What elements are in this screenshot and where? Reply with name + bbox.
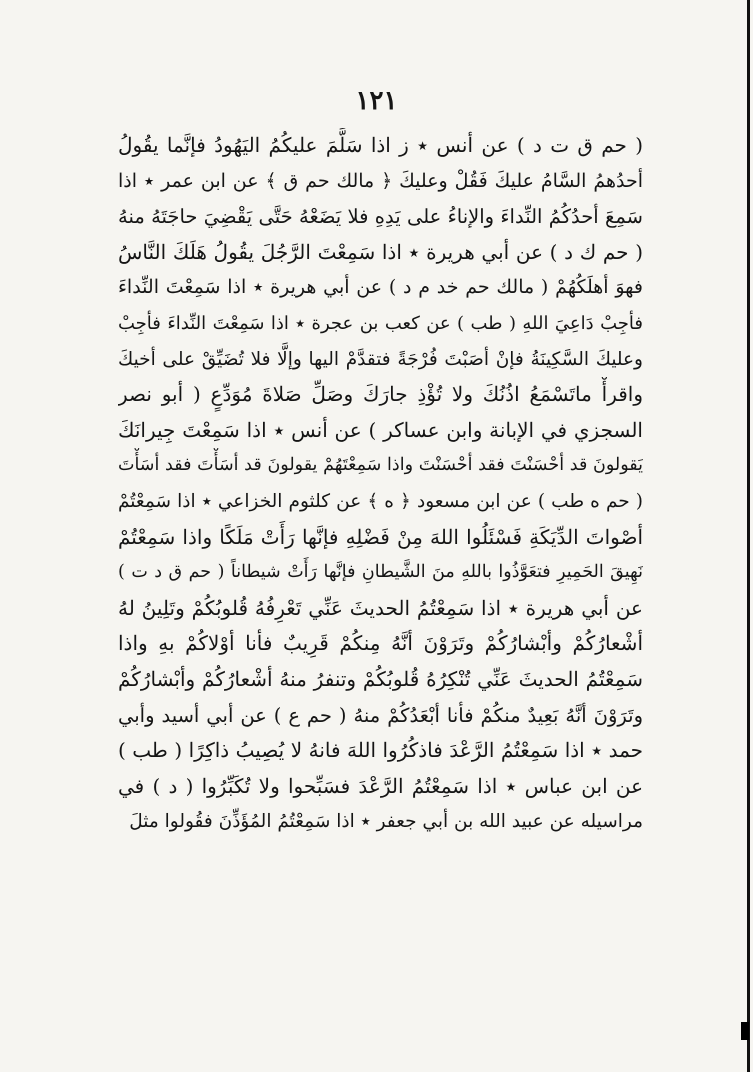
- text-line: سَمِعَ أحدُكُمُ النِّداءَ والإناءُ على يَدِهِ فلا يَضَعْهُ حَتَّى يَقْضِيَ حاجَتَهُ منهُ: [118, 205, 643, 229]
- hadith-text-block: [118, 128, 643, 840]
- text-line: أشْعارُكُمْ وأبْشارُكُمْ وتَرَوْنَ أنَّهُ مِنكُمْ قَرِيبٌ فأنا أوْلاكُمْ بهِ واذا: [118, 631, 643, 656]
- text-line: فأجِبْ دَاعِيَ اللهِ ( طب ) عن كعب بن عجرة ٭ اذا سَمِعْتَ النِّداءَ فأجِبْ: [118, 312, 643, 334]
- text-line: حمد ٭ اذا سَمِعْتُمُ الرَّعْدَ فاذكُرُوا اللهَ فانهُ لا يُصِيبُ ذاكِرًا ( طب ): [118, 738, 643, 763]
- text-line: ( حم ه طب ) عن ابن مسعود ﴿ ه ﴾ عن كلثوم الخزاعي ٭ اذا سَمِعْتُمْ: [118, 490, 643, 512]
- text-line: سَمِعْتُمُ الحديثَ عَنِّي تُنْكِرُهُ قُلوبُكُمْ وتنفرُ منهُ أشْعارُكُمْ وأبْشارُكُمْ: [118, 666, 643, 691]
- page-number: ١٢١: [355, 86, 398, 116]
- text-line: أصْواتَ الدِّيَكَةِ فَسْئَلُوا اللهَ مِنْ فَضْلِهِ فإنَّها رَأَتْ مَلَكًا واذا سَمِعْتُمْ: [118, 524, 643, 549]
- binding-mark: [741, 1022, 749, 1040]
- text-line: فهوَ أهلَكُهُمْ ( مالك حم خد م د ) عن أبي هريرة ٭ اذا سَمِعْتَ النِّداءَ: [118, 276, 643, 299]
- text-line: وعليكَ السَّكِينَةُ فإنْ أصَبْتَ فُرْجَةً فتقدَّمْ اليها وإلَّا فلا تُضَيِّقْ على أخيكَ: [118, 348, 643, 370]
- text-line: مراسيله عن عبيد الله بن أبي جعفر ٭ اذا سَمِعْتُمُ المُؤَذِّنَ فقُولوا مثلَ: [129, 811, 643, 833]
- page-edge-line: [747, 0, 750, 1072]
- text-line: نَهِيقَ الحَمِيرِ فتعَوَّذُوا باللهِ منَ الشَّيطانِ فإنَّها رَأَتْ شيطاناً ( حم ق د ت ): [118, 562, 643, 583]
- text-line: وتَرَوْنَ أنَّهُ بَعِيدٌ منكُمْ فأنا أبْعَدُكُمْ منهُ ( حم ع ) عن أبي أسيد وأبي: [118, 703, 643, 727]
- text-line: عن أبي هريرة ٭ اذا سَمِعْتُمُ الحديثَ عَنِّي تَعْرِفُهُ قُلوبُكُمْ وتَلِينُ لهُ: [118, 595, 643, 620]
- text-line: أحدُهمُ السَّامُ عليكَ فَقُلْ وعليكَ ﴿ مالك حم ق ﴾ عن ابن عمر ٭ اذا: [118, 169, 643, 192]
- text-line: يَقولونَ قد أحْسَنْتَ فقد أحْسَنْتَ واذا سَمِعْتَهُمْ يقولونَ قد أسَأْتَ فقد أسَأْتَ: [118, 455, 643, 476]
- text-line: السجزي في الإبانة وابن عساكر ) عن أنس ٭ اذا سَمِعْتَ جِيرانَكَ: [118, 417, 643, 442]
- text-line: واقرأْ ماتَسْمَعُ اذُنُكَ ولا تُؤْذِ جارَكَ وصَلِّ صَلاةَ مُوَدِّعٍ ( أبو نصر: [118, 382, 643, 407]
- text-line: عن ابن عباس ٭ اذا سَمِعْتُمُ الرَّعْدَ فسَبِّحوا ولا تُكَبِّرُوا ( د ) في: [118, 773, 643, 798]
- text-line: ( حم ك د ) عن أبي هريرة ٭ اذا سَمِعْتَ الرَّجُلَ يقُولُ هَلَكَ النَّاسُ: [118, 239, 643, 264]
- text-line: ( حم ق ت د ) عن أنس ٭ ز اذا سَلَّمَ عليكُمُ اليَهُودُ فإنَّما يقُولُ: [118, 133, 643, 157]
